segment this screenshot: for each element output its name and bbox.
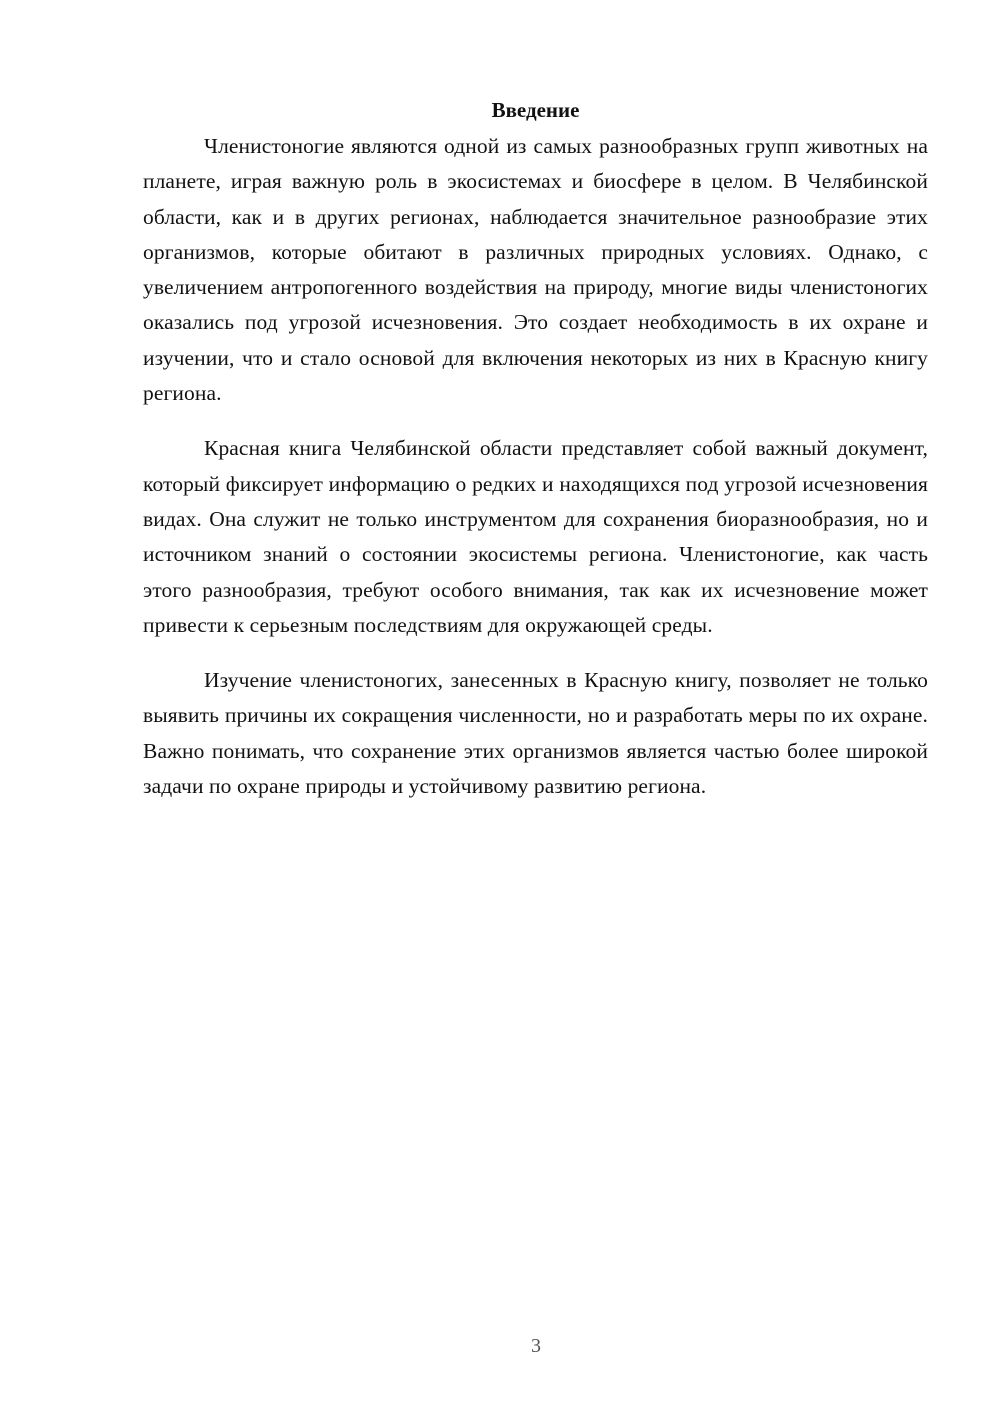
paragraph-1: Членистоногие являются одной из самых разнообразных групп животных на планете, играя важную роль в экосистемах и биосфере в целом. В Челябинской области, как и в других регионах, наблюдается значительное разнообразие этих организмов, которые обитают в различных природных условиях. Однако, с увеличением антропогенного воздействия на природу, многие виды членистоногих оказались под угрозой исчезновения. Это создает необходимость в их охране и изучении, что и стало основой для включения некоторых из них в Красную книгу региона. <box>143 134 928 406</box>
section-title: Введение <box>491 98 580 122</box>
paragraph-3: Изучение членистоногих, занесенных в Красную книгу, позволяет не только выявить причины их сокращения численности, но и разработать меры по их охране. Важно понимать, что сохранение этих организмов является частью более широкой задачи по охране природы и устойчивому развитию региона. <box>143 668 928 799</box>
page-number: 3 <box>531 1335 541 1357</box>
page-content <box>143 95 928 824</box>
paragraph-2: Красная книга Челябинской области представляет собой важный документ, который фиксирует информацию о редких и находящихся под угрозой исчезновения видах. Она служит не только инструментом для сохранения биоразнообразия, но и источником знаний о состоянии экосистемы региона. Членистоногие, как часть этого разнообразия, требуют особого внимания, так как их исчезновение может привести к серьезным последствиям для окружающей среды. <box>143 436 928 637</box>
